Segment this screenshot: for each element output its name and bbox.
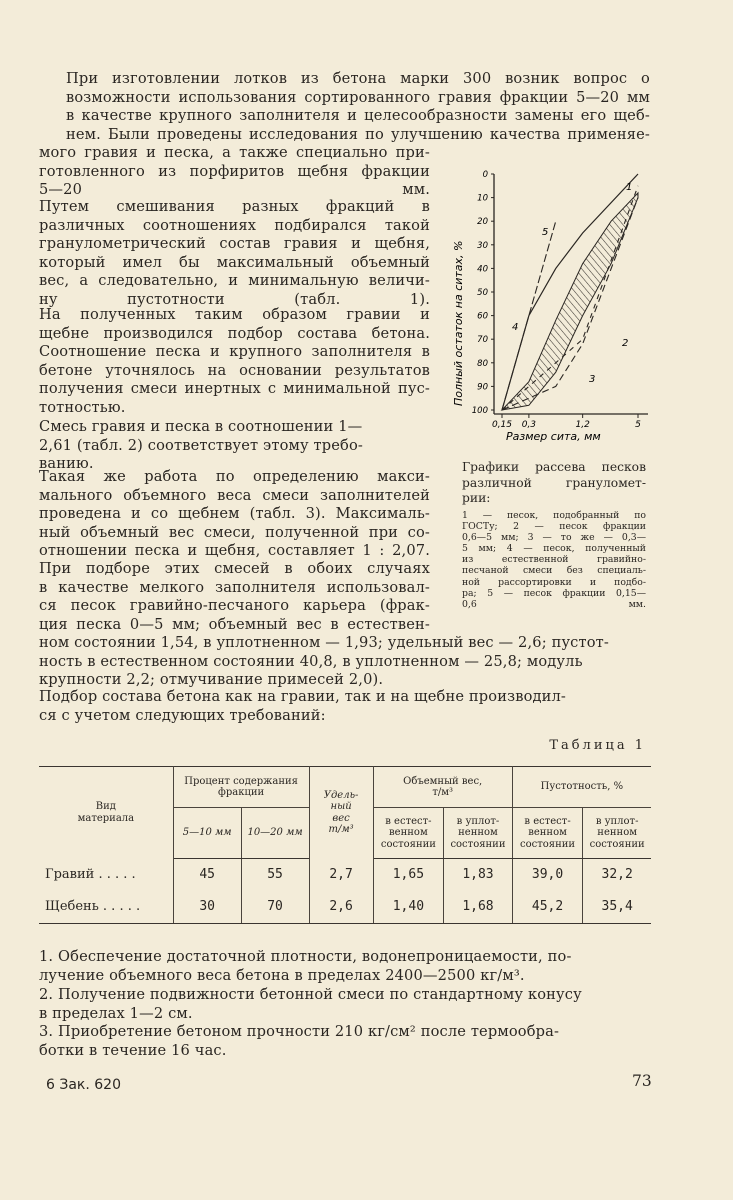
header-material: Вид материала: [39, 767, 173, 859]
table-label: Таблица 1: [549, 738, 646, 753]
cell-bulk-compacted: 1,68: [444, 891, 513, 924]
x-tick-label: 1,2: [575, 420, 590, 430]
y-tick-label: 20: [477, 217, 488, 228]
figure-caption-legend: 1 — песок, подобранный по ГОСТу; 2 — песок фракции 0,6—5 мм; 3 — то же — 0,3— 5 мм; 4 — песок, полученный из естественной гравийно- песчаной смеси без специаль- ной рассортировки и подбо- ра; 5 — песок фракции 0,15— 0,6 мм.: [462, 510, 646, 610]
cell-bulk-compacted: 1,83: [444, 859, 513, 892]
header-specific-weight: Удель- ный вес т/м³: [309, 767, 373, 859]
x-axis-label: Размер сита, мм: [506, 430, 601, 443]
y-tick-label: 10: [477, 193, 488, 204]
cell-void-natural: 45,2: [512, 891, 583, 924]
x-tick-label: 5: [635, 420, 641, 430]
page-number: 73: [632, 1072, 652, 1090]
y-tick-label: 80: [477, 358, 488, 369]
requirement-3: 3. Приобретение бетоном прочности 210 кг/см² после термообра- ботки в течение 16 час.: [39, 1023, 560, 1059]
cell-fraction-5-10: 30: [173, 891, 241, 924]
header-void-natural: в естест- венном состоянии: [512, 808, 583, 859]
curve-label-3: 3: [589, 374, 596, 385]
footer-order-number: 6 Зак. 620: [46, 1077, 121, 1093]
header-bulk-compacted: в уплот- ненном состоянии: [444, 808, 513, 859]
x-tick-label: 0,3: [521, 420, 537, 430]
cell-void-natural: 39,0: [512, 859, 583, 892]
paragraph-selection: На полученных таким образом гравии и щебне производился подбор состава бетона. Соотношение песка и крупного заполнителя в бетоне уточнялось на основании результатов получения смеси инертных с минимальной пус- тотностью.: [39, 306, 430, 416]
curve-label-1: 1: [626, 182, 633, 193]
curve-1-band: [502, 193, 638, 410]
requirement-2: 2. Получение подвижности бетонной смеси по стандартному конусу в пределах 1—2 см.: [39, 986, 582, 1022]
header-bulk-weight: Объемный вес, т/м³: [373, 767, 512, 808]
y-tick-label: 30: [477, 240, 488, 251]
cell-specific-weight: 2,6: [309, 891, 373, 924]
y-axis-label: Полный остаток на ситах, %: [452, 240, 465, 406]
cell-bulk-natural: 1,40: [373, 891, 444, 924]
y-tick-label: 0: [482, 170, 488, 180]
y-tick-label: 90: [477, 382, 488, 393]
data-table: [39, 766, 651, 924]
paragraph-intro: При изготовлении лотков из бетона марки 300 возник вопрос о возможности использования сортированного гравия фракции 5—20 мм в качестве крупного заполнителя и целесообразности замены его щеб- нем. Были проведены исследования по улучшению качества применяе-: [66, 70, 650, 143]
header-fraction-5-10: 5—10 мм: [173, 808, 241, 859]
row-material-name: Щебень . . . . .: [39, 891, 173, 924]
header-voidness: Пустотность, %: [512, 767, 651, 808]
table-row: [39, 859, 651, 892]
figure-caption-title: Графики рассева песков различной грануломет- рии:: [462, 460, 646, 505]
header-fraction: Процент содержания фракции: [173, 767, 309, 808]
sieve-chart: [438, 168, 668, 453]
cell-void-compacted: 32,2: [583, 859, 651, 892]
x-tick-label: 0,15: [491, 420, 513, 430]
cell-specific-weight: 2,7: [309, 859, 373, 892]
paragraph-intro-continued: мого гравия и песка, а также специально при- готовленного из порфиритов щебня фракции 5—20 мм.: [39, 144, 430, 199]
cell-void-compacted: 35,4: [583, 891, 651, 924]
header-bulk-natural: в естест- венном состоянии: [373, 808, 444, 859]
chart-curves: [502, 174, 638, 410]
row-material-name: Гравий . . . . .: [39, 859, 173, 892]
y-tick-label: 70: [477, 335, 488, 346]
curve-label-2: 2: [622, 338, 629, 349]
requirement-1: 1. Обеспечение достаточной плотности, водонепроницаемости, по- лучение объемного веса бетона в пределах 2400—2500 кг/м³.: [39, 948, 572, 984]
y-tick-label: 100: [471, 406, 488, 416]
paragraph-sand-continued: ном состоянии 1,54, в уплотненном — 1,93; удельный вес — 2,6; пустот- ность в естественном состоянии 40,8, в уплотненном — 25,8; модуль крупности 2,2; отмучивание примесей 2,0).: [39, 634, 609, 689]
paragraph-requirements-intro: Подбор состава бетона как на гравии, так и на щебне производил- ся с учетом следующих требований:: [39, 688, 567, 724]
cell-fraction-10-20: 55: [241, 859, 309, 892]
header-void-compacted: в уплот- ненном состоянии: [583, 808, 651, 859]
paragraph-ratio: Смесь гравия и песка в соотношении 1— 2,61 (табл. 2) соответствует этому требо- ванию.: [39, 418, 364, 473]
y-tick-label: 60: [477, 311, 488, 322]
curve-label-4: 4: [512, 322, 519, 333]
cell-bulk-natural: 1,65: [373, 859, 444, 892]
paragraph-mixing: Путем смешивания разных фракций в различных соотношениях подбирался такой гранулометрический состав гравия и щебня, который имел бы максимальный объемный вес, а следовательно, и минимальную величи- ну пустотности (табл. 1).: [39, 198, 430, 308]
cell-fraction-5-10: 45: [173, 859, 241, 892]
curve-label-5: 5: [542, 227, 549, 238]
header-fraction-10-20: 10—20 мм: [241, 808, 309, 859]
y-tick-label: 50: [477, 288, 488, 298]
cell-fraction-10-20: 70: [241, 891, 309, 924]
paragraph-crushed-stone: Такая же работа по определению макси- мального объемного веса смеси заполнителей проведена и со щебнем (табл. 3). Максималь- ный объемный вес смеси, полученной при со- отношении песка и щебня, составляет 1 : 2,07.: [39, 468, 430, 560]
table-row: [39, 891, 651, 924]
paragraph-sand: При подборе этих смесей в обоих случаях в качестве мелкого заполнителя использовал- ся песок гравийно-песчаного карьера (фрак- ция песка 0—5 мм; объемный вес в естествен-: [39, 560, 430, 633]
y-tick-label: 40: [477, 264, 488, 275]
